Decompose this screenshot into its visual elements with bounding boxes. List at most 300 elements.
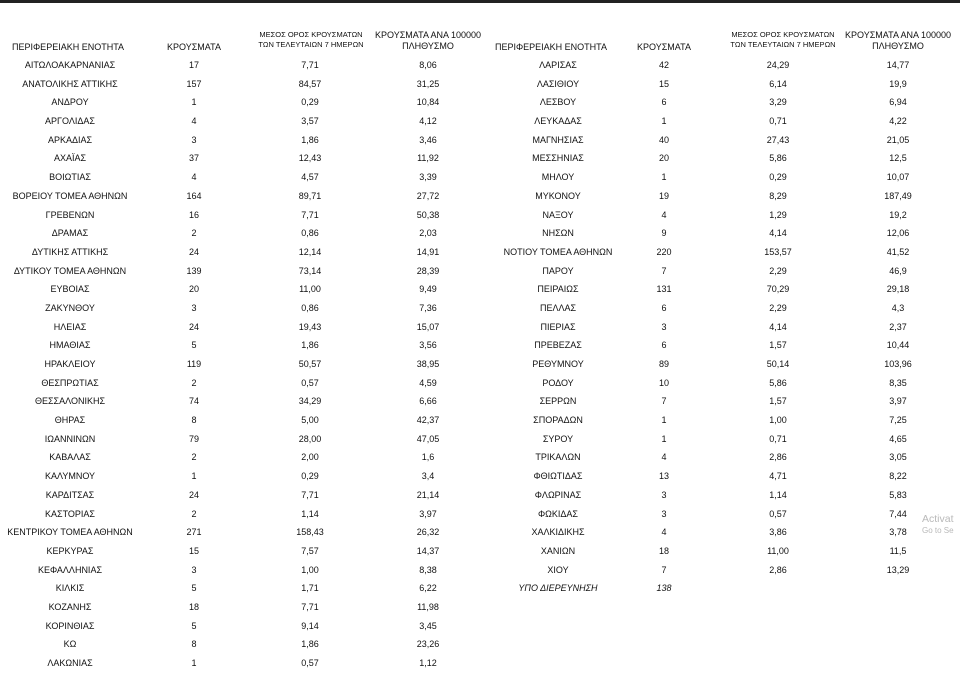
cases-cell: 4 [191,116,197,127]
table-row [0,523,480,542]
per100k-cell: 1,12 [419,658,437,668]
per100k-cell: 1,6 [421,452,435,463]
table-row [0,262,480,281]
table-row [470,374,960,393]
avg-cell: 12,14 [298,246,322,257]
per100k-cell: 8,06 [419,60,437,70]
table-row [470,542,960,561]
avg-cell: 3,29 [769,97,787,108]
per100k-cell: 9,49 [419,284,437,295]
region-cell: ΚΕΝΤΡΙΚΟΥ ΤΟΜΕΑ ΑΘΗΝΩΝ [7,527,133,538]
avg-cell: 0,57 [301,658,319,668]
table-row [0,448,480,467]
table-row [470,149,960,168]
cases-cell: 16 [188,209,199,220]
avg-cell: 11,00 [767,545,789,556]
cases-cell: 18 [658,545,669,556]
per100k-cell: 12,5 [889,153,907,164]
header-avg-line2: ΤΩΝ ΤΕΛΕΥΤΑΙΩΝ 7 ΗΜΕΡΩΝ [730,40,836,49]
cases-cell: 8 [191,415,197,426]
region-cell: ΡΟΔΟΥ [542,377,574,388]
avg-cell: 5,00 [301,415,319,426]
avg-cell: 0,29 [301,97,319,108]
cases-cell: 164 [186,190,202,201]
per100k-cell: 42,37 [416,415,440,426]
cases-cell: 3 [191,302,197,313]
table-row [470,467,960,486]
table-row [0,93,480,112]
per100k-cell: 6,94 [889,97,907,108]
per100k-cell: 50,38 [416,209,440,220]
table-row [0,280,480,299]
left-table [0,56,480,673]
per100k-cell: 2,37 [889,321,907,332]
per100k-cell: 8,35 [889,377,907,388]
region-cell: ΒΟΙΩΤΙΑΣ [49,172,91,183]
region-cell: ΣΠΟΡΑΔΩΝ [533,415,583,426]
avg-cell: 1,14 [769,489,787,500]
per100k-cell: 3,78 [889,527,907,538]
avg-cell: 0,57 [769,508,787,519]
cases-cell: 1 [191,471,197,482]
per100k-cell: 21,14 [416,489,440,500]
table-row [470,224,960,243]
region-cell: ΔΥΤΙΚΟΥ ΤΟΜΕΑ ΑΘΗΝΩΝ [13,265,127,276]
region-cell: ΜΥΚΟΝΟΥ [535,190,581,201]
cases-cell: 37 [188,153,199,164]
avg-cell: 2,29 [769,302,787,313]
cases-cell: 9 [661,228,667,239]
cases-cell: 6 [661,302,667,313]
avg-cell: 7,71 [301,209,319,220]
region-cell: ΚΕΦΑΛΛΗΝΙΑΣ [37,564,103,575]
cases-cell: 20 [658,153,669,164]
region-cell: ΑΡΓΟΛΙΔΑΣ [45,116,95,127]
region-cell: ΔΡΑΜΑΣ [51,228,89,239]
cases-cell: 18 [188,601,199,612]
region-cell: ΜΑΓΝΗΣΙΑΣ [532,134,584,145]
header-per100k-line1: ΚΡΟΥΣΜΑΤΑ ΑΝΑ 100000 [845,30,951,40]
region-cell: ΣΥΡΟΥ [542,433,574,444]
cases-cell: 2 [191,508,197,519]
per100k-cell: 29,18 [886,284,910,295]
per100k-cell: 4,22 [889,116,907,127]
per100k-cell: 4,3 [891,302,905,313]
table-row [470,561,960,580]
watermark-line1: Activat [922,513,954,525]
avg-cell: 4,57 [301,172,319,183]
header-avg-left [248,30,374,50]
table-row [0,542,480,561]
cases-cell: 3 [191,134,197,145]
cases-cell: 24 [188,489,199,500]
region-cell: ΝΟΤΙΟΥ ΤΟΜΕΑ ΑΘΗΝΩΝ [503,246,613,257]
region-cell: ΛΑΣΙΘΙΟΥ [536,78,580,89]
avg-cell: 1,86 [301,340,319,351]
cases-cell: 3 [661,321,667,332]
header-region-left: ΠΕΡΙΦΕΡΕΙΑΚΗ ΕΝΟΤΗΤΑ [12,42,125,52]
per100k-cell: 3,46 [419,134,437,145]
avg-cell: 1,86 [301,639,319,650]
avg-cell: 2,00 [301,452,319,463]
region-cell: ΚΑΒΑΛΑΣ [49,452,91,463]
per100k-cell: 7,44 [889,508,907,519]
per100k-cell: 38,95 [416,359,440,369]
table-row [470,243,960,262]
per100k-cell: 28,39 [416,265,440,276]
avg-cell: 4,14 [769,228,787,239]
table-row [470,486,960,505]
avg-cell: 2,86 [769,564,787,575]
table-row [0,430,480,449]
table-row [0,299,480,318]
region-cell: ΕΥΒΟΙΑΣ [50,284,90,295]
region-cell: ΝΑΞΟΥ [542,209,574,220]
region-cell: ΜΗΛΟΥ [541,172,575,183]
region-cell: ΘΕΣΣΑΛΟΝΙΚΗΣ [34,396,106,407]
table-row [0,243,480,262]
region-cell: ΤΡΙΚΑΛΩΝ [535,452,581,463]
avg-cell: 3,86 [769,527,787,538]
avg-cell: 9,14 [301,620,319,631]
table-row [470,56,960,75]
per100k-cell: 3,45 [419,620,437,631]
table-row [0,392,480,411]
table-row [0,355,480,374]
region-cell: ΝΗΣΩΝ [542,228,574,239]
table-row [0,654,480,673]
avg-cell: 2,86 [769,452,787,463]
table-row [0,598,480,617]
avg-cell: 5,86 [769,377,787,388]
header-per100k-left [366,30,490,52]
table-row [0,336,480,355]
header-per100k-line1: ΚΡΟΥΣΜΑΤΑ ΑΝΑ 100000 [375,30,481,40]
avg-cell: 1,00 [301,564,319,575]
region-cell: ΑΧΑΪΑΣ [53,153,87,164]
table-row [470,112,960,131]
cases-cell: 24 [188,246,199,257]
region-cell: ΛΕΥΚΑΔΑΣ [534,116,582,127]
region-cell: ΓΡΕΒΕΝΩΝ [45,209,95,220]
region-cell: ΡΕΘΥΜΝΟΥ [532,359,584,369]
cases-cell: 3 [191,564,197,575]
region-cell: ΛΑΡΙΣΑΣ [539,60,577,70]
per100k-cell: 4,65 [889,433,907,444]
cases-cell: 74 [188,396,199,407]
avg-cell: 1,29 [769,209,787,220]
table-row [470,187,960,206]
per100k-cell: 11,98 [417,601,439,612]
region-cell: ΙΩΑΝΝΙΝΩΝ [44,433,96,444]
right-table [470,56,960,598]
per100k-cell: 3,97 [419,508,437,519]
avg-cell: 1,57 [769,396,787,407]
avg-cell: 153,57 [764,246,792,257]
cases-cell: 79 [188,433,199,444]
header-avg-line1: ΜΕΣΟΣ ΟΡΟΣ ΚΡΟΥΣΜΑΤΩΝ [731,30,835,39]
cases-cell: 2 [191,452,197,463]
cases-cell: 6 [661,340,667,351]
per100k-cell: 13,29 [886,564,910,575]
cases-cell: 5 [191,583,197,594]
region-cell: ΠΡΕΒΕΖΑΣ [534,340,582,351]
region-cell: ΚΟΖΑΝΗΣ [48,601,92,612]
per100k-cell: 11,5 [889,545,907,556]
per100k-cell: 6,66 [419,396,437,407]
table-row [470,579,960,598]
cases-cell: 20 [188,284,199,295]
table-row [470,430,960,449]
region-cell: ΚΑΣΤΟΡΙΑΣ [45,508,95,519]
table-row [470,411,960,430]
per100k-cell: 46,9 [889,265,907,276]
cases-cell: 139 [186,265,202,276]
avg-cell: 0,86 [301,302,319,313]
table-row [470,206,960,225]
per100k-cell: 3,97 [889,396,907,407]
cases-cell: 2 [191,228,197,239]
table-row [470,280,960,299]
per100k-cell: 4,12 [419,116,437,127]
per100k-cell: 14,77 [886,60,910,70]
cases-cell: 8 [191,639,197,650]
avg-cell: 0,71 [769,116,787,127]
table-row [470,168,960,187]
avg-cell: 5,86 [769,153,787,164]
region-cell: ΦΘΙΩΤΙΔΑΣ [533,471,583,482]
region-cell: ΗΜΑΘΙΑΣ [49,340,91,351]
cases-cell: 1 [661,116,667,127]
cases-cell: 2 [191,377,197,388]
region-cell: ΧΙΟΥ [547,564,569,575]
per100k-cell: 11,92 [417,153,439,164]
avg-cell: 24,29 [766,60,790,70]
region-cell: ΛΕΣΒΟΥ [539,97,577,108]
region-cell: ΧΑΛΚΙΔΙΚΗΣ [531,527,585,538]
cases-cell: 271 [186,527,202,538]
region-cell: ΑΝΑΤΟΛΙΚΗΣ ΑΤΤΙΚΗΣ [22,78,118,89]
table-row [470,75,960,94]
avg-cell: 19,43 [298,321,322,332]
header-region-right: ΠΕΡΙΦΕΡΕΙΑΚΗ ΕΝΟΤΗΤΑ [494,42,608,52]
cases-cell: 13 [658,471,669,482]
region-cell: ΦΛΩΡΙΝΑΣ [534,489,582,500]
region-cell: ΚΕΡΚΥΡΑΣ [46,545,94,556]
table-row [0,467,480,486]
avg-cell: 1,14 [301,508,319,519]
cases-cell: 3 [661,508,667,519]
avg-cell: 7,71 [301,601,319,612]
per100k-cell: 26,32 [416,527,440,538]
cases-cell: 40 [658,134,669,145]
cases-cell: 3 [661,489,667,500]
per100k-cell: 7,36 [419,302,437,313]
cases-cell: 4 [191,172,197,183]
table-row [0,505,480,524]
per100k-cell: 27,72 [416,190,440,201]
cases-cell: 6 [661,97,667,108]
avg-cell: 7,57 [301,545,319,556]
table-row [470,448,960,467]
cases-cell: 157 [186,78,202,89]
cases-cell: 15 [188,545,199,556]
region-cell: ΘΕΣΠΡΩΤΙΑΣ [41,377,99,388]
region-cell: ΚΩ [63,639,77,650]
per100k-cell: 8,38 [419,564,437,575]
per100k-cell: 31,25 [416,78,440,89]
watermark-line2: Go to Se [922,526,954,535]
table-row [0,486,480,505]
cases-cell: 220 [656,246,672,257]
cases-cell: 7 [661,396,667,407]
per100k-cell: 3,4 [421,471,435,482]
avg-cell: 84,57 [298,78,322,89]
avg-cell: 1,71 [301,583,319,594]
cases-cell: 19 [658,190,669,201]
per100k-cell: 103,96 [884,359,912,369]
per100k-cell: 19,9 [889,78,907,89]
cases-cell: 1 [661,433,667,444]
per100k-cell: 3,39 [419,172,437,183]
avg-cell: 73,14 [298,265,322,276]
table-row [470,336,960,355]
region-cell: ΛΑΚΩΝΙΑΣ [47,658,93,668]
region-cell: ΧΑΝΙΩΝ [540,545,576,556]
per100k-cell: 14,91 [416,246,440,257]
cases-cell: 5 [191,340,197,351]
avg-cell: 89,71 [298,190,322,201]
table-row [0,374,480,393]
avg-cell: 7,71 [301,489,319,500]
header-avg-right [720,30,846,50]
table-row [0,131,480,150]
header-cases-right: ΚΡΟΥΣΜΑΤΑ [637,42,691,52]
region-cell: ΠΕΙΡΑΙΩΣ [537,284,579,295]
avg-cell: 70,29 [766,284,790,295]
cases-cell: 4 [661,527,667,538]
table-row [0,561,480,580]
per100k-cell: 5,83 [889,489,907,500]
region-cell: ΒΟΡΕΙΟΥ ΤΟΜΕΑ ΑΘΗΝΩΝ [12,190,128,201]
cases-cell: 89 [658,359,669,369]
cases-cell: 1 [661,415,667,426]
table-row [0,411,480,430]
per100k-cell: 14,37 [416,545,440,556]
table-row [470,299,960,318]
region-cell: ΠΑΡΟΥ [542,265,574,276]
table-row [0,617,480,636]
avg-cell: 2,29 [769,265,787,276]
table-row [0,635,480,654]
table-row [0,187,480,206]
cases-cell: 131 [656,284,672,295]
table-row [470,93,960,112]
table-row [470,523,960,542]
activation-watermark [922,513,960,537]
table-row [470,505,960,524]
avg-cell: 50,14 [766,359,790,369]
region-cell: ΥΠΟ ΔΙΕΡΕΥΝΗΣΗ [518,583,598,594]
region-cell: ΚΙΛΚΙΣ [55,583,85,594]
region-cell: ΚΑΛΥΜΝΟΥ [44,471,96,482]
table-row [470,392,960,411]
avg-cell: 12,43 [298,153,322,164]
region-cell: ΠΕΛΛΑΣ [539,302,577,313]
region-cell: ΗΡΑΚΛΕΙΟΥ [44,359,96,369]
per100k-cell: 15,07 [416,321,440,332]
region-cell: ΖΑΚΥΝΘΟΥ [45,302,95,313]
avg-cell: 7,71 [301,60,319,70]
header-per100k-line2: ΠΛΗΘΥΣΜΟ [402,41,454,51]
table-row [0,579,480,598]
cases-cell: 5 [191,620,197,631]
per100k-cell: 41,52 [886,246,910,257]
per100k-cell: 4,59 [419,377,437,388]
avg-cell: 6,14 [769,78,787,89]
region-cell: ΜΕΣΣΗΝΙΑΣ [532,153,584,164]
avg-cell: 0,29 [769,172,787,183]
region-cell: ΚΑΡΔΙΤΣΑΣ [45,489,95,500]
per100k-cell: 19,2 [889,209,907,220]
cases-cell: 4 [661,452,667,463]
cases-cell: 42 [658,60,669,70]
per100k-cell: 10,07 [886,172,910,183]
cases-cell: 15 [658,78,669,89]
cases-cell: 138 [656,583,672,594]
avg-cell: 11,00 [299,284,321,295]
table-row [470,131,960,150]
avg-cell: 4,71 [769,471,787,482]
avg-cell: 0,29 [301,471,319,482]
table-row [0,318,480,337]
cases-cell: 4 [661,209,667,220]
cases-cell: 10 [658,377,669,388]
cases-cell: 119 [186,359,202,369]
cases-cell: 1 [191,97,197,108]
table-row [0,149,480,168]
avg-cell: 0,86 [301,228,319,239]
avg-cell: 1,00 [769,415,787,426]
table-row [0,56,480,75]
avg-cell: 8,29 [769,190,787,201]
avg-cell: 1,86 [301,134,319,145]
header-per100k-line2: ΠΛΗΘΥΣΜΟ [872,41,924,51]
cases-cell: 17 [188,60,199,70]
per100k-cell: 6,22 [419,583,437,594]
avg-cell: 4,14 [769,321,787,332]
region-cell: ΣΕΡΡΩΝ [539,396,577,407]
cases-cell: 24 [188,321,199,332]
table-row [470,262,960,281]
region-cell: ΚΟΡΙΝΘΙΑΣ [45,620,95,631]
table-row [0,112,480,131]
cases-cell: 1 [661,172,667,183]
cases-cell: 1 [191,658,197,668]
table-row [470,355,960,374]
per100k-cell: 47,05 [416,433,440,444]
avg-cell: 158,43 [296,527,324,538]
cases-cell: 7 [661,265,667,276]
covid-cases-table [0,3,960,668]
per100k-cell: 3,56 [419,340,437,351]
per100k-cell: 12,06 [886,228,910,239]
region-cell: ΗΛΕΙΑΣ [53,321,87,332]
per100k-cell: 10,84 [416,97,440,108]
avg-cell: 0,71 [769,433,787,444]
per100k-cell: 7,25 [889,415,907,426]
region-cell: ΘΗΡΑΣ [54,415,86,426]
